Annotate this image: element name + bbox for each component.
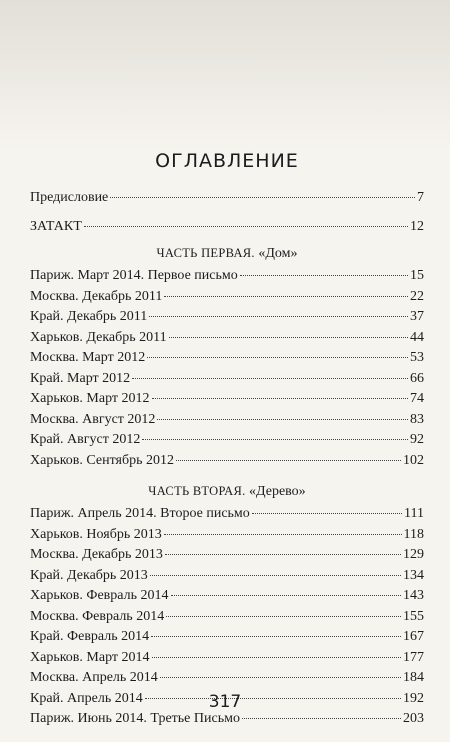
page-title: ОГЛАВЛЕНИЕ [155,150,299,172]
toc-entry [30,369,424,390]
toc-entry-title: Париж. Июнь 2014. Третье Письмо [30,711,240,726]
dot-leader [147,357,408,358]
part1-entries [30,266,424,471]
dot-leader [157,419,408,420]
toc-entry-page: 177 [403,649,424,665]
toc-entry-title: ЗАТАКТ [30,218,82,234]
toc-entry [30,648,424,669]
toc-entry-title: Край. Август 2012 [30,432,141,447]
toc-entry-title: Париж. Апрель 2014. Второе письмо [30,506,250,521]
toc-entry-page: 192 [403,690,424,706]
page-number: 317 [208,692,242,712]
part-heading-2 [30,481,424,502]
dot-leader [165,554,401,555]
toc-entry-title: Край. Март 2012 [30,370,131,386]
dot-leader [164,296,408,297]
toc-entry-page: 167 [403,629,424,644]
dot-leader [240,275,408,276]
toc-entry-title: Край. Февраль 2014 [30,629,150,644]
dot-leader [166,616,401,617]
part-label: ЧАСТЬ ПЕРВАЯ. [156,246,255,260]
toc-entry-page: 111 [404,506,424,521]
dot-leader [149,316,408,317]
toc-entry-page: 44 [410,329,424,345]
toc-entry-page: 92 [410,432,424,447]
toc-entry-title: Париж. Март 2014. Первое письмо [30,268,238,283]
part-label: ЧАСТЬ ВТОРАЯ. [148,484,246,498]
toc-entry [30,430,424,451]
toc-entry-title: Край. Декабрь 2013 [30,567,148,583]
toc-entry-page: 22 [410,288,424,304]
part-name: «Дом» [258,246,298,261]
dot-leader [142,439,408,440]
toc-entry-page: 203 [403,711,424,726]
toc-page [30,150,424,730]
toc-entry-title: Харьков. Март 2014 [30,649,150,665]
toc-entry [30,348,424,369]
toc-entry [30,668,424,689]
dot-leader [252,513,402,514]
bleed-through-shadow [0,0,450,150]
toc-entry [30,328,424,349]
toc-entry-page: 184 [403,670,424,685]
toc-entry-page: 37 [410,309,424,324]
toc-entry-page: 66 [410,370,424,386]
dot-leader [171,595,401,596]
toc-entry-title: Москва. Март 2012 [30,350,146,365]
toc-entry [30,586,424,607]
toc-entry-page: 7 [417,190,424,205]
toc-entry-title: Предисловие [30,190,109,205]
toc-entry-zatakt [30,217,424,238]
dot-leader [132,378,408,379]
toc-entry [30,389,424,410]
toc-entry-page: 15 [410,268,424,283]
toc-entry-page: 118 [403,526,424,542]
toc-entry-page: 155 [403,608,424,624]
dot-leader [160,677,401,678]
toc-entry-page: 53 [410,350,424,365]
toc-entry-page: 102 [403,452,424,468]
toc-entry-page: 12 [410,218,424,234]
toc-entry-page: 74 [410,391,424,406]
toc-entry-title: Харьков. Ноябрь 2013 [30,526,162,542]
toc-entry-page: 129 [403,547,424,562]
part-heading-1 [30,243,424,264]
dot-leader [164,534,402,535]
toc-entry [30,627,424,648]
toc-entry-preface [30,188,424,209]
dot-leader [150,575,401,576]
dot-leader [176,460,401,461]
toc-entry [30,566,424,587]
toc-entry-title: Москва. Август 2012 [30,411,156,427]
dot-leader [151,636,401,637]
toc-entry-title: Край. Апрель 2014 [30,690,143,706]
toc-entry-title: Харьков. Сентябрь 2012 [30,452,175,468]
toc-entry [30,504,424,525]
toc-entry [30,525,424,546]
toc-entry [30,545,424,566]
toc-entry-page: 134 [403,567,424,583]
toc-entry-title: Москва. Декабрь 2013 [30,547,163,562]
toc-entry-title: Харьков. Март 2012 [30,391,150,406]
toc-entry-title: Харьков. Февраль 2014 [30,588,169,603]
toc-entry [30,266,424,287]
toc-entry-title: Москва. Февраль 2014 [30,608,165,624]
toc-entry-page: 143 [403,588,424,603]
dot-leader [152,657,401,658]
toc-entry [30,307,424,328]
dot-leader [152,398,408,399]
toc-entry-page: 83 [410,411,424,427]
dot-leader [84,226,408,227]
toc-entry [30,709,424,730]
dot-leader [110,197,415,198]
toc-entry-title: Харьков. Декабрь 2011 [30,329,167,345]
toc-entry-title: Москва. Декабрь 2011 [30,288,163,304]
toc-entry-title: Край. Декабрь 2011 [30,309,148,324]
toc-entry [30,410,424,431]
toc-entry [30,451,424,472]
toc-entry [30,287,424,308]
part-name: «Дерево» [249,484,306,499]
toc-entry-title: Москва. Апрель 2014 [30,670,158,685]
dot-leader [242,718,401,719]
dot-leader [169,337,408,338]
toc-entry [30,607,424,628]
